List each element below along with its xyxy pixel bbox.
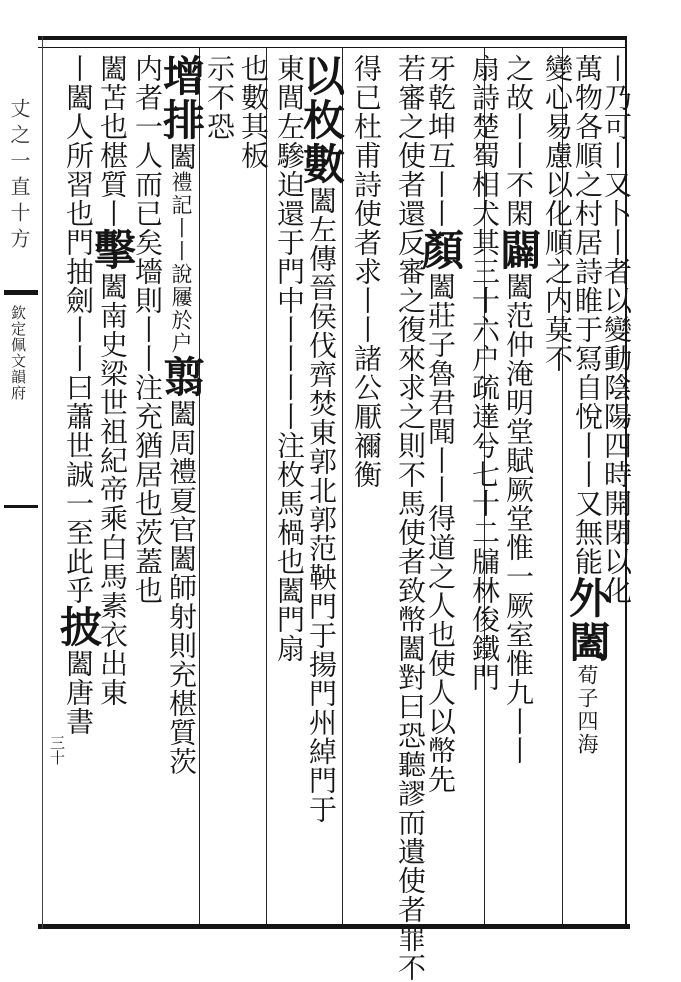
- text-segment: 扇詩楚蜀相犬: [468, 54, 501, 228]
- text-column: [268, 54, 310, 920]
- headword: 闢: [494, 228, 543, 272]
- text-segment: 闔苫也椹質丨: [96, 54, 129, 228]
- text-segment: 萬物各順之村居詩睢于冩自悅丨丨又無能: [571, 54, 604, 576]
- text-column: [54, 54, 103, 920]
- thumb-tab-label: 欽定佩文韻府: [9, 305, 27, 401]
- text-segment: 墻則丨丨注充猶居也茨蓋也: [131, 257, 164, 605]
- headword: 披: [54, 605, 103, 649]
- text-segment: 丨闔人所習也: [62, 54, 95, 228]
- headword: 枚: [297, 98, 346, 142]
- text-segment: 之故丨丨不閑: [502, 54, 535, 228]
- adjacent-page-fragment: 丈之一直十方: [7, 98, 31, 254]
- text-segment: 丨乃可丨又卜丨者以變動陰陽四時開閉以化: [600, 54, 633, 605]
- text-segment: 闔: [305, 186, 338, 215]
- text-segment: 其三十六户疏達兮七十二牖林俊鐵門: [468, 228, 501, 692]
- text-column: [345, 54, 387, 920]
- text-segment: 得已杜甫詩使者求丨丨諸公厭禰衡: [350, 54, 383, 489]
- headword: 擊: [88, 228, 137, 272]
- page-number: 三十: [48, 735, 66, 765]
- text-column: [389, 54, 431, 982]
- text-segment: 也數其板: [237, 54, 270, 170]
- frame-bottom-rule: [38, 924, 630, 929]
- text-segment: 禮記丨丨說屨於户: [169, 171, 193, 355]
- text-column: [463, 54, 505, 920]
- text-segment: 變心易慮以化順: [541, 54, 574, 257]
- frame-left-rule: [42, 36, 43, 929]
- text-segment: 之内莫不: [541, 257, 574, 373]
- frame-top-inner-rule: [38, 47, 626, 48]
- text-segment: 闔: [165, 399, 198, 428]
- text-segment: 馬使者致幣闔對曰恐聽謬而遺使者罪不: [394, 489, 427, 982]
- text-segment: 荀子四海: [575, 664, 599, 756]
- text-segment: 范仲淹明堂賦厥堂惟一厥室惟九丨丨: [502, 301, 535, 765]
- text-segment: 示不恐: [203, 54, 236, 141]
- text-segment: 闔: [165, 142, 198, 171]
- text-column: [198, 54, 240, 920]
- text-segment: 若審之使者還反審之復來求之則不: [394, 54, 427, 489]
- text-segment: 闔: [424, 272, 457, 301]
- text-column: [536, 54, 578, 920]
- text-segment: 門抽劍丨丨曰蕭世誠一至此乎: [62, 228, 95, 605]
- headword: 以: [297, 54, 346, 98]
- headword: 翦: [157, 355, 206, 399]
- headword: 增: [157, 54, 206, 98]
- text-segment: 牙乾坤互丨丨: [424, 54, 457, 228]
- headword: 數: [297, 142, 346, 186]
- text-segment: 莊子魯君聞丨丨得道之人也使人以幣先: [424, 301, 457, 794]
- headword: 顏: [416, 228, 465, 272]
- text-segment: 南史梁世祖紀帝乘白馬素衣出東: [96, 301, 129, 707]
- text-segment: 闔: [502, 272, 535, 301]
- text-segment: 東閭左驂迫還于門中丨丨丨丨注枚馬楇也闔門扇: [273, 54, 306, 663]
- headword: 闔: [563, 620, 612, 664]
- text-segment: 唐書: [62, 678, 95, 736]
- text-segment: 闔: [96, 272, 129, 301]
- text-segment: 内者一人而已矣: [131, 54, 164, 257]
- text-segment: 闔: [62, 649, 95, 678]
- text-segment: 左傳晉侯伐齊焚東郭北郭范鞅門于揚門州綽門于: [305, 215, 338, 824]
- headword: 排: [157, 98, 206, 142]
- text-segment: 周禮夏官闔師射則充椹質茨: [165, 428, 198, 776]
- headword: 外: [563, 576, 612, 620]
- frame-top-rule: [38, 36, 626, 40]
